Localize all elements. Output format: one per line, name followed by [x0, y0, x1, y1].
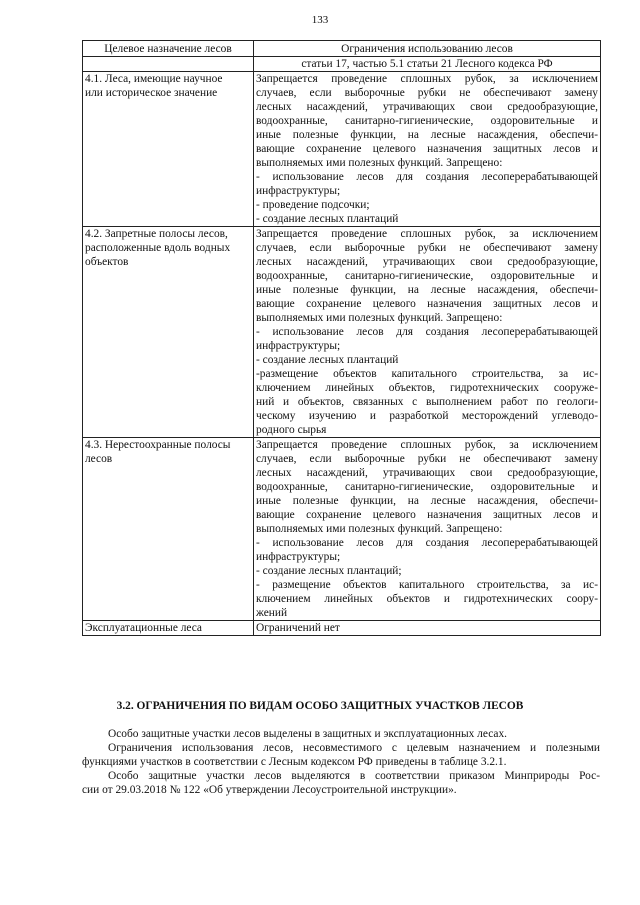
- restriction-line: Запрещается проведение сплошных рубок, за исключением: [256, 73, 598, 85]
- table-cell-restriction: [254, 438, 601, 621]
- table-row: [83, 438, 601, 621]
- purpose-line: Эксплуатационные леса: [85, 622, 202, 634]
- restriction-line: лесных насаждений, утрачивающих свои средообразующие,: [256, 467, 598, 479]
- purpose-line: расположенные вдоль водных: [85, 242, 231, 254]
- paragraph-line: Особо защитные участки лесов выделяются в соответствии приказом Минприроды Рос-: [108, 770, 600, 782]
- restriction-line: иные полезные функции, на лесные насаждения, обеспечи-: [256, 495, 598, 507]
- purpose-line: лесов: [85, 453, 113, 465]
- restriction-line: иные полезные функции, на лесные насаждения, обеспечи-: [256, 284, 598, 296]
- restriction-line: водоохранные, санитарно-гигиенические, оздоровительные и: [256, 115, 598, 127]
- restriction-line: - создание лесных плантаций: [256, 213, 399, 225]
- restriction-line: -размещение объектов капитального строительства, за ис-: [256, 368, 598, 380]
- table-cell-purpose: [83, 72, 254, 227]
- restriction-line: Запрещается проведение сплошных рубок, за исключением: [256, 439, 598, 451]
- restriction-line: ключением линейных объектов и гидротехнических соору-: [256, 593, 598, 605]
- restriction-line: - размещение объектов капитального строительства, за ис-: [256, 579, 598, 591]
- table-cell-purpose: [83, 227, 254, 438]
- restriction-line: инфраструктуры;: [256, 340, 341, 352]
- restrictions-table: [82, 40, 601, 636]
- column-header-purpose: Целевое назначение лесов: [83, 41, 254, 57]
- purpose-line: 4.3. Нерестоохранные полосы: [85, 439, 231, 451]
- restriction-line: выполняемых ими полезных функций. Запрещено:: [256, 523, 503, 535]
- paragraph-line: сии от 29.03.2018 № 122 «Об утверждении Лесоустроительной инструкции».: [82, 784, 457, 796]
- restriction-line: выполняемых ими полезных функций. Запрещено:: [256, 312, 503, 324]
- table-row: [83, 72, 601, 227]
- paragraph-line: Особо защитные участки лесов выделены в защитных и эксплуатационных лесах.: [108, 728, 507, 740]
- restriction-line: случаев, если выборочные рубки не обеспечивают замену: [256, 87, 598, 99]
- restriction-line: ческому изучению и разработкой месторождений углеводо-: [256, 410, 598, 422]
- restriction-line: иные полезные функции, на лесные насаждения, обеспечи-: [256, 129, 598, 141]
- table-header-row: [83, 41, 601, 57]
- purpose-line: или историческое значение: [85, 87, 218, 99]
- purpose-line: объектов: [85, 256, 129, 268]
- table-cell-restriction: [254, 621, 601, 636]
- restriction-line: вающие сохранение целевого назначения защитных лесов и: [256, 298, 598, 310]
- restriction-line: водоохранные, санитарно-гигиенические, оздоровительные и: [256, 481, 598, 493]
- paragraph-3: [82, 769, 600, 797]
- restriction-line: случаев, если выборочные рубки не обеспечивают замену: [256, 453, 598, 465]
- restriction-line: - создание лесных плантаций: [256, 354, 399, 366]
- paragraph-2: [82, 741, 600, 769]
- restriction-line: Запрещается проведение сплошных рубок, за исключением: [256, 228, 598, 240]
- restriction-line: ключением линейных объектов, гидротехнических сооруже-: [256, 382, 598, 394]
- section-heading: 3.2. ОГРАНИЧЕНИЯ ПО ВИДАМ ОСОБО ЗАЩИТНЫХ УЧАСТКОВ ЛЕСОВ: [116, 700, 524, 712]
- table-cell-purpose: [83, 438, 254, 621]
- restriction-line: - использование лесов для создания лесоперерабатывающей: [256, 171, 598, 183]
- restriction-line: лесных насаждений, утрачивающих свои средообразующие,: [256, 256, 598, 268]
- restriction-line: - создание лесных плантаций;: [256, 565, 402, 577]
- table-cell-restriction: [254, 72, 601, 227]
- paragraph-line: функциями участков в соответствии с Лесным кодексом РФ приведены в таблице 3.2.1.: [82, 756, 507, 768]
- purpose-line: 4.2. Запретные полосы лесов,: [85, 228, 228, 240]
- restriction-line: - проведение подсочки;: [256, 199, 370, 211]
- restriction-line: водоохранные, санитарно-гигиенические, оздоровительные и: [256, 270, 598, 282]
- restriction-line: инфраструктуры;: [256, 185, 341, 197]
- restriction-line: Ограничений нет: [256, 622, 340, 634]
- paragraph-line: Ограничения использования лесов, несовместимого с целевым назначением и полезными: [108, 742, 600, 754]
- table-row-continuation: [83, 57, 601, 72]
- restriction-line: - использование лесов для создания лесоперерабатывающей: [256, 326, 598, 338]
- restriction-line: родного сырья: [256, 424, 327, 436]
- page-number: 133: [311, 14, 329, 26]
- restriction-line: вающие сохранение целевого назначения защитных лесов и: [256, 509, 598, 521]
- table-cell-restriction: [254, 227, 601, 438]
- restriction-line: вающие сохранение целевого назначения защитных лесов и: [256, 143, 598, 155]
- paragraph-1: [82, 727, 600, 741]
- restriction-line: ний и объектов, связанных с выполнением работ по геологи-: [256, 396, 598, 408]
- restriction-line: случаев, если выборочные рубки не обеспечивают замену: [256, 242, 598, 254]
- restriction-line: выполняемых ими полезных функций. Запрещено:: [256, 157, 503, 169]
- restriction-line: жений: [256, 607, 288, 619]
- column-header-restrictions: Ограничения использованию лесов: [254, 41, 601, 57]
- table-row: [83, 227, 601, 438]
- restriction-line: - использование лесов для создания лесоперерабатывающей: [256, 537, 598, 549]
- purpose-line: 4.1. Леса, имеющие научное: [85, 73, 223, 85]
- table-cell-purpose: [83, 621, 254, 636]
- table-cell-purpose: [83, 57, 254, 72]
- restriction-line: инфраструктуры;: [256, 551, 341, 563]
- restriction-line: лесных насаждений, утрачивающих свои средообразующие,: [256, 101, 598, 113]
- table-row: [83, 621, 601, 636]
- table-cell-restriction: статьи 17, частью 5.1 статьи 21 Лесного кодекса РФ: [254, 57, 601, 72]
